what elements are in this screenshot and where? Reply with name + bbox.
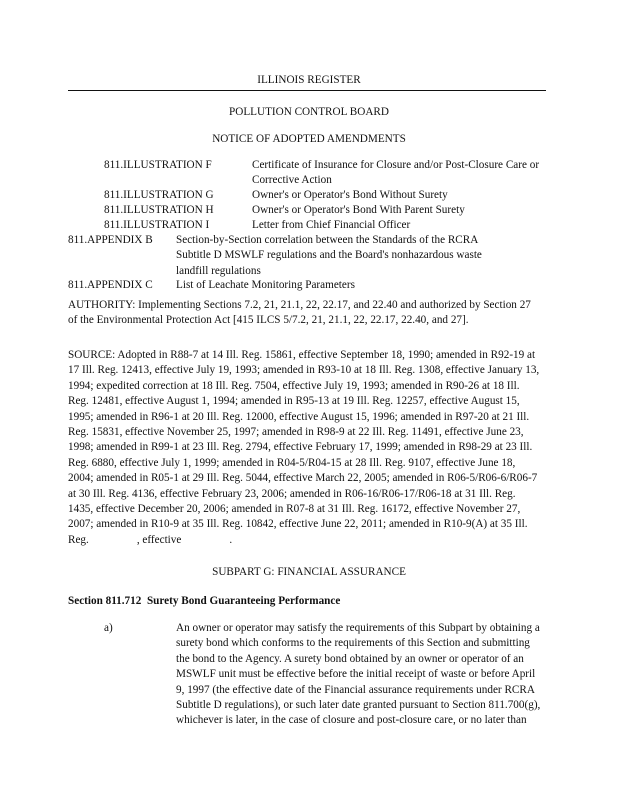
subsection-label: a) bbox=[104, 622, 113, 634]
authority-paragraph: AUTHORITY: Implementing Sections 7.2, 21, 21.1, 22, 22.17, and 22.40 and authorized by Section 27 of the Environmental Protection Act [415 ILCS 5/7.2, 21, 21.1, 22, 22.17, 22.40, and 27]. bbox=[68, 299, 531, 327]
source-effective: , effective bbox=[136, 533, 182, 546]
toc-description: Owner's or Operator's Bond Without Surety bbox=[252, 189, 448, 201]
toc-description: Letter from Chief Financial Officer bbox=[252, 219, 411, 231]
section-title: Surety Bond Guaranteeing Performance bbox=[146, 595, 341, 607]
toc-code: 811.ILLUSTRATION H bbox=[104, 204, 214, 216]
header-rule bbox=[68, 90, 546, 91]
subpart-heading: SUBPART G: FINANCIAL ASSURANCE bbox=[212, 566, 406, 578]
toc-code: 811.APPENDIX C bbox=[68, 279, 153, 291]
subsection-text: An owner or operator may satisfy the requirements of this Subpart by obtaining a surety bond which conforms to the requirements of this Section and submitting the bond to the Agency. A surety bond obtained by an owner or operator of an MSWLF unit must be effective before the initial receipt of waste or before April 9, 1997 (the effective date of the Financial assurance requirements under RCRA Subtitle D regulations), or such later date granted pursuant to Section 811.700(g), whichever is later, in the case of closure and post-closure care, or no later than bbox=[176, 622, 541, 727]
toc-description: Certificate of Insurance for Closure and/or Post-Closure Care or Corrective Action bbox=[252, 159, 540, 187]
register-title: ILLINOIS REGISTER bbox=[257, 74, 361, 86]
toc-code: 811.APPENDIX B bbox=[68, 234, 153, 246]
toc-description: Owner's or Operator's Bond With Parent Surety bbox=[252, 204, 465, 216]
section-number: Section 811.712 bbox=[68, 595, 142, 607]
toc-code: 811.ILLUSTRATION F bbox=[104, 159, 212, 171]
source-paragraph bbox=[68, 348, 542, 548]
toc-code: 811.ILLUSTRATION G bbox=[104, 189, 214, 201]
source-text: SOURCE: Adopted in R88-7 at 14 Ill. Reg. 15861, effective September 18, 1990; amended in R92-19 at 17 Ill. Reg. 12413, effective July 19, 1993; amended in R93-10 at 18 Ill. Reg. 1308, effective January 13, 1994; expedited correction at 18 Ill. Reg. 7504, effective July 19, 1993; amended in R90-26 at 18 Ill. Reg. 12481, effective August 1, 1994; amended in R95-13 at 19 Ill. Reg. 12257, effective August 15, 1995; amended in R96-1 at 20 Ill. Reg. 12000, effective August 15, 1996; amended in R97-20 at 21 Ill. Reg. 15831, effective November 25, 1997; amended in R98-9 at 22 Ill. Reg. 11491, effective June 23, 1998; amended in R99-1 at 23 Ill. Reg. 2794, effective February 17, 1999; amended in R98-29 at 23 Ill. Reg. 6880, effective July 1, 1999; amended in R04-5/R04-15 at 28 Ill. Reg. 9107, effective June 18, 2004; amended in R05-1 at 29 Ill. Reg. 5044, effective March 22, 2005; amended in R06-5/R06-6/R06-7 at 30 Ill. Reg. 4136, effective February 23, 2006; amended in R06-16/R06-17/R06-18 at 31 Ill. Reg. 1435, effective December 20, 2006; amended in R07-8 at 31 Ill. Reg. 16172, effective November 27, 2007; amended in R10-9 at 35 Ill. Reg. 10842, effective June 22, 2011; amended in R10-9(A) at 35 Ill. Reg. bbox=[68, 349, 540, 546]
board-name: POLLUTION CONTROL BOARD bbox=[229, 106, 389, 118]
toc-description: Section-by-Section correlation between the Standards of the RCRA Subtitle D MSWLF regulations and the Board's nonhazardous waste landfill regulations bbox=[176, 234, 482, 277]
notice-title: NOTICE OF ADOPTED AMENDMENTS bbox=[212, 133, 406, 145]
toc-description: List of Leachate Monitoring Parameters bbox=[176, 279, 355, 291]
source-end: . bbox=[229, 533, 233, 546]
toc-code: 811.ILLUSTRATION I bbox=[104, 219, 210, 231]
section-heading bbox=[68, 594, 340, 609]
